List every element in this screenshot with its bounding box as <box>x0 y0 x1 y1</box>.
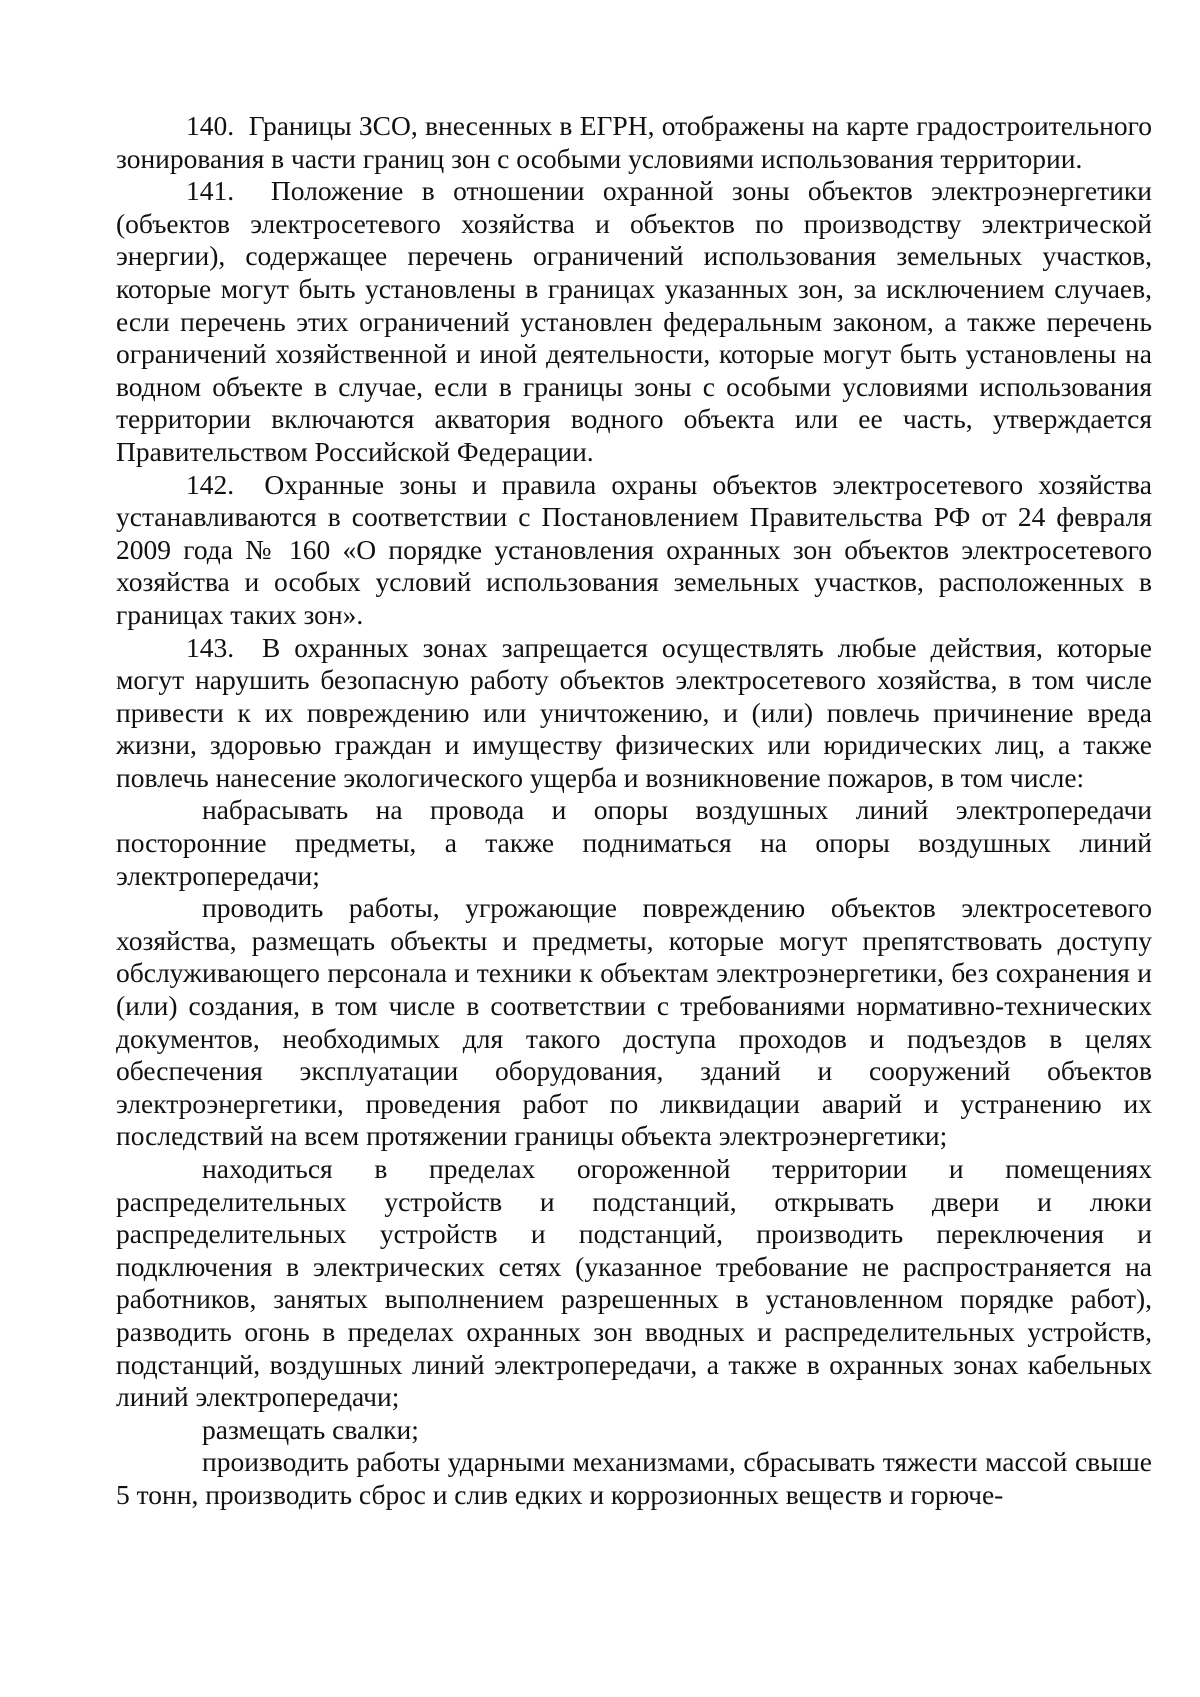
paragraph-number: 143. <box>186 631 235 663</box>
list-item-throw-objects: набрасывать на провода и опоры воздушных линий электропередачи посторонние предметы, а также подниматься на опоры воздушных линий электропередачи; <box>116 794 1152 891</box>
paragraph-text: Положение в отношении охранной зоны объектов электроэнергетики (объектов электросетевого хозяйства и объектов по производству электрической энергии), содержащее перечень ограничений использования земельных участков, которые могут быть установлены в границах указанных зон, за исключением случаев, если перечень этих ограничений установлен федеральным законом, а также перечень ограничений хозяйственной и иной деятельности, которые могут быть установлены на водном объекте в случае, если в границы зоны с особыми условиями использования территории включаются акватория водного объекта или ее часть, утверждается Правительством Российской Федерации. <box>116 175 1152 467</box>
document-page <box>116 110 1152 1512</box>
list-item-works-damage: проводить работы, угрожающие повреждению объектов электросетевого хозяйства, размещать объекты и предметы, которые могут препятствовать доступу обслуживающего персонала и техники к объектам электроэнергетики, без сохранения и (или) создания, в том числе в соответствии с требованиями нормативно-технических документов, необходимых для такого доступа проходов и подъездов в целях обеспечения эксплуатации оборудования, зданий и сооружений объектов электроэнергетики, проведения работ по ликвидации аварий и устранению их последствий на всем протяжении границы объекта электроэнергетики; <box>116 892 1152 1152</box>
list-item-impact-works: производить работы ударными механизмами, сбрасывать тяжести массой свыше 5 тонн, производить сброс и слив едких и коррозионных веществ и горюче- <box>116 1446 1152 1510</box>
paragraph-141 <box>116 175 1152 468</box>
paragraph-140 <box>116 110 1152 175</box>
list-item-enter-premises: находиться в пределах огороженной территории и помещениях распределительных устройств и подстанций, открывать двери и люки распределительных устройств и подстанций, производить переключения и подключения в электрических сетях (указанное требование не распространяется на работников, занятых выполнением разрешенных в установленном порядке работ), разводить огонь в пределах охранных зон вводных и распределительных устройств, подстанций, воздушных линий электропередачи, а также в охранных зонах кабельных линий электропередачи; <box>116 1153 1152 1413</box>
paragraph-number: 142. <box>186 468 235 500</box>
list-item-dumps: размещать свалки; <box>202 1413 419 1445</box>
paragraph-number: 140. <box>186 110 235 141</box>
paragraph-text: В охранных зонах запрещается осуществлять любые действия, которые могут нарушить безопасную работу объектов электросетевого хозяйства, в том числе привести к их повреждению или уничтожению, и (или) повлечь причинение вреда жизни, здоровью граждан и имуществу физических или юридических лиц, а также повлечь нанесение экологического ущерба и возникновение пожаров, в том числе: <box>116 631 1152 793</box>
paragraph-text: Охранные зоны и правила охраны объектов электросетевого хозяйства устанавливаются в соответствии с Постановлением Правительства РФ от 24 февраля 2009 года № 160 «О порядке установления охранных зон объектов электросетевого хозяйства и особых условий использования земельных участков, расположенных в границах таких зон». <box>116 468 1152 630</box>
paragraph-143 <box>116 632 1152 795</box>
paragraph-142 <box>116 469 1152 632</box>
paragraph-text: Границы ЗСО, внесенных в ЕГРН, отображены на карте градостроительного зонирования в части границ зон с особыми условиями использования территории. <box>116 110 1152 174</box>
paragraph-number: 141. <box>186 175 235 207</box>
